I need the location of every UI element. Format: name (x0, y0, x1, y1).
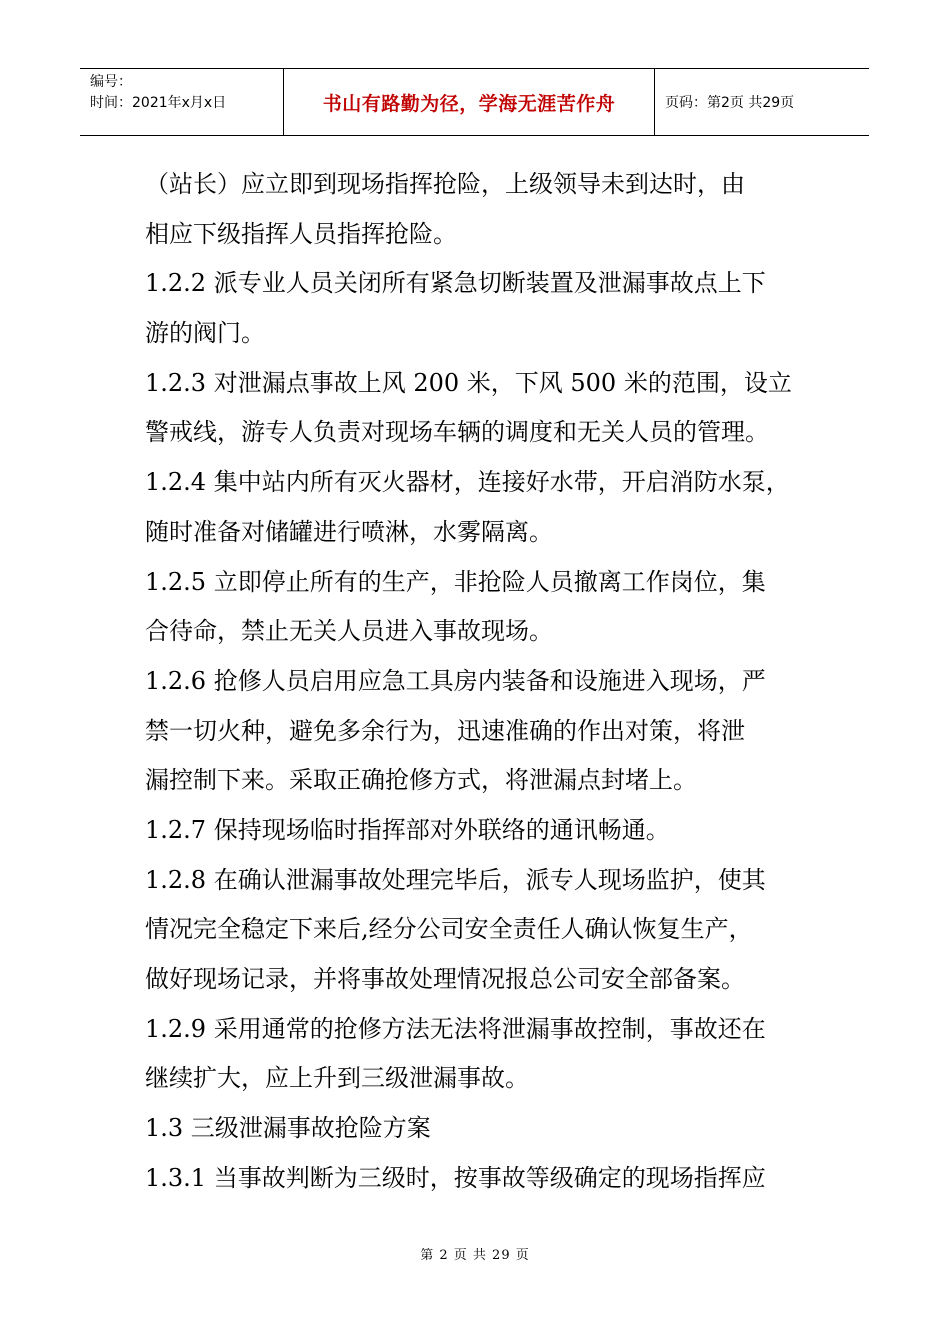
body-line: （站长）应立即到现场指挥抢险，上级领导未到达时，由 (145, 170, 745, 198)
body-line: 1.2.6 抢修人员启用应急工具房内装备和设施进入现场，严 (145, 666, 766, 695)
body-line: 1.2.2 派专业人员关闭所有紧急切断装置及泄漏事故点上下 (145, 269, 766, 298)
body-line: 1.2.5 立即停止所有的生产，非抢险人员撤离工作岗位，集 (145, 567, 766, 596)
body-line: 漏控制下来。采取正确抢修方式，将泄漏点封堵上。 (145, 766, 697, 795)
body-line: 1.3 三级泄漏事故抢险方案 (145, 1114, 431, 1143)
footer-page-number: 第 2 页 共 29 页 (420, 1248, 530, 1263)
body-line: 1.2.8 在确认泄漏事故处理完毕后，派专人现场监护，使其 (145, 865, 766, 894)
header-number-label: 编号： (90, 74, 132, 90)
body-line: 1.2.4 集中站内所有灭火器材，连接好水带，开启消防水泵， (145, 468, 790, 497)
header-page-info (655, 69, 869, 135)
body-line: 继续扩大，应上升到三级泄漏事故。 (145, 1064, 529, 1093)
body-line: 游的阀门。 (145, 319, 265, 348)
body-line: 1.2.7 保持现场临时指挥部对外联络的通讯畅通。 (145, 815, 670, 844)
header-page-info-text: 页码：第2页 共29页 (665, 95, 795, 111)
body-line: 合待命，禁止无关人员进入事故现场。 (145, 617, 553, 646)
body-line: 情况完全稳定下来后,经分公司安全责任人确认恢复生产， (145, 915, 753, 944)
page-footer (0, 1244, 950, 1263)
body-line: 警戒线，游专人负责对现场车辆的调度和无关人员的管理。 (145, 418, 769, 447)
body-line: 相应下级指挥人员指挥抢险。 (145, 219, 457, 248)
body-line: 禁一切火种，避免多余行为，迅速准确的作出对策，将泄 (145, 716, 745, 745)
header-motto-text: 书山有路勤为径，学海无涯苦作舟 (322, 92, 616, 115)
page-header (80, 68, 869, 136)
header-date: 时间：2021年x月x日 (90, 95, 227, 111)
body-line: 随时准备对储罐进行喷淋，水雾隔离。 (145, 517, 553, 546)
document-body (145, 160, 810, 1203)
header-motto (283, 69, 655, 135)
header-meta (80, 69, 283, 135)
body-line: 做好现场记录，并将事故处理情况报总公司安全部备案。 (145, 965, 745, 993)
body-line: 1.2.3 对泄漏点事故上风 200 米，下风 500 米的范围，设立 (145, 368, 792, 397)
body-line: 1.3.1 当事故判断为三级时，按事故等级确定的现场指挥应 (145, 1163, 766, 1192)
body-line: 1.2.9 采用通常的抢修方法无法将泄漏事故控制，事故还在 (145, 1014, 766, 1043)
